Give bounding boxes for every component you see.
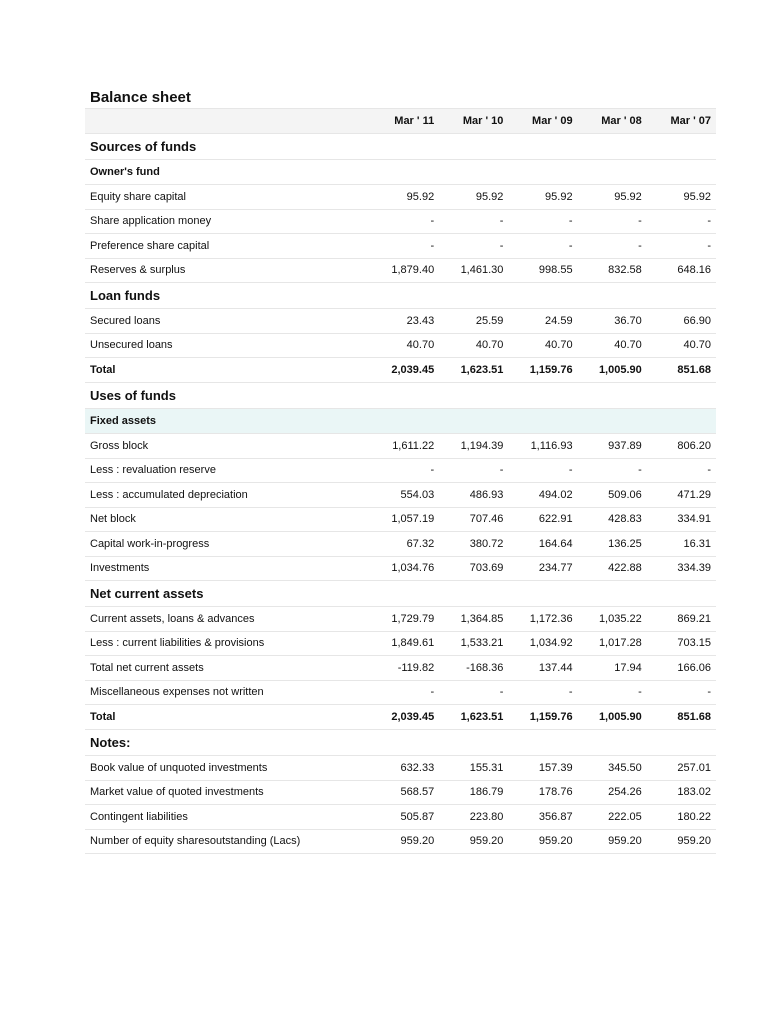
value-cell: 157.39 bbox=[508, 756, 577, 781]
value-cell: 1,035.22 bbox=[578, 607, 647, 632]
row-label: Unsecured loans bbox=[85, 333, 370, 358]
value-cell: 186.79 bbox=[439, 780, 508, 805]
row-label: Less : current liabilities & provisions bbox=[85, 631, 370, 656]
table-row bbox=[85, 258, 716, 283]
page-title: Balance sheet bbox=[90, 89, 191, 106]
row-label: Net block bbox=[85, 507, 370, 532]
table-row bbox=[85, 333, 716, 358]
value-cell: 1,533.21 bbox=[439, 631, 508, 656]
table-row bbox=[85, 631, 716, 656]
row-label: Miscellaneous expenses not written bbox=[85, 680, 370, 705]
value-cell: - bbox=[370, 209, 439, 234]
value-cell: 334.39 bbox=[647, 556, 716, 581]
table-row bbox=[85, 556, 716, 581]
section-title: Uses of funds bbox=[85, 383, 716, 409]
value-cell: 486.93 bbox=[439, 483, 508, 508]
value-cell: 137.44 bbox=[508, 656, 577, 681]
value-cell: 422.88 bbox=[578, 556, 647, 581]
row-label: Capital work-in-progress bbox=[85, 532, 370, 557]
value-cell: 509.06 bbox=[578, 483, 647, 508]
row-label: Investments bbox=[85, 556, 370, 581]
section-header-row bbox=[85, 283, 716, 309]
header-row bbox=[85, 109, 716, 134]
row-label: Book value of unquoted investments bbox=[85, 756, 370, 781]
value-cell: - bbox=[370, 458, 439, 483]
table-row bbox=[85, 483, 716, 508]
value-cell: 2,039.45 bbox=[370, 358, 439, 383]
value-cell: 1,364.85 bbox=[439, 607, 508, 632]
value-cell: 1,611.22 bbox=[370, 434, 439, 459]
value-cell: 707.46 bbox=[439, 507, 508, 532]
value-cell: 25.59 bbox=[439, 309, 508, 334]
value-cell: - bbox=[578, 234, 647, 259]
table-row bbox=[85, 656, 716, 681]
value-cell: 959.20 bbox=[370, 829, 439, 854]
value-cell: -168.36 bbox=[439, 656, 508, 681]
value-cell: 66.90 bbox=[647, 309, 716, 334]
value-cell: 40.70 bbox=[439, 333, 508, 358]
value-cell: 136.25 bbox=[578, 532, 647, 557]
value-cell: 703.69 bbox=[439, 556, 508, 581]
value-cell: 1,194.39 bbox=[439, 434, 508, 459]
value-cell: 851.68 bbox=[647, 705, 716, 730]
value-cell: 1,159.76 bbox=[508, 358, 577, 383]
value-cell: 334.91 bbox=[647, 507, 716, 532]
value-cell: 554.03 bbox=[370, 483, 439, 508]
value-cell: 380.72 bbox=[439, 532, 508, 557]
column-header: Mar ' 09 bbox=[508, 109, 577, 134]
section-header-row bbox=[85, 730, 716, 756]
value-cell: 1,116.93 bbox=[508, 434, 577, 459]
section-header-row bbox=[85, 581, 716, 607]
value-cell: 95.92 bbox=[647, 185, 716, 210]
value-cell: - bbox=[508, 458, 577, 483]
value-cell: 959.20 bbox=[578, 829, 647, 854]
table-row bbox=[85, 209, 716, 234]
value-cell: 998.55 bbox=[508, 258, 577, 283]
value-cell: 471.29 bbox=[647, 483, 716, 508]
row-label: Preference share capital bbox=[85, 234, 370, 259]
row-label: Gross block bbox=[85, 434, 370, 459]
column-header: Mar ' 07 bbox=[647, 109, 716, 134]
value-cell: 257.01 bbox=[647, 756, 716, 781]
value-cell: 505.87 bbox=[370, 805, 439, 830]
value-cell: 1,849.61 bbox=[370, 631, 439, 656]
column-header: Mar ' 08 bbox=[578, 109, 647, 134]
row-label: Total bbox=[85, 358, 370, 383]
row-label: Secured loans bbox=[85, 309, 370, 334]
value-cell: 1,057.19 bbox=[370, 507, 439, 532]
value-cell: - bbox=[508, 680, 577, 705]
row-label: Market value of quoted investments bbox=[85, 780, 370, 805]
value-cell: 1,623.51 bbox=[439, 358, 508, 383]
table-row bbox=[85, 680, 716, 705]
value-cell: - bbox=[508, 234, 577, 259]
column-header: Mar ' 11 bbox=[370, 109, 439, 134]
subsection-title: Owner's fund bbox=[85, 160, 716, 185]
value-cell: 1,172.36 bbox=[508, 607, 577, 632]
value-cell: 40.70 bbox=[370, 333, 439, 358]
value-cell: 24.59 bbox=[508, 309, 577, 334]
row-label: Number of equity sharesoutstanding (Lacs) bbox=[85, 829, 370, 854]
value-cell: - bbox=[578, 209, 647, 234]
value-cell: 40.70 bbox=[578, 333, 647, 358]
table-row bbox=[85, 532, 716, 557]
value-cell: 356.87 bbox=[508, 805, 577, 830]
row-label: Share application money bbox=[85, 209, 370, 234]
row-label: Current assets, loans & advances bbox=[85, 607, 370, 632]
value-cell: 832.58 bbox=[578, 258, 647, 283]
table-row bbox=[85, 309, 716, 334]
value-cell: 1,017.28 bbox=[578, 631, 647, 656]
value-cell: 1,623.51 bbox=[439, 705, 508, 730]
value-cell: 223.80 bbox=[439, 805, 508, 830]
value-cell: -119.82 bbox=[370, 656, 439, 681]
value-cell: 178.76 bbox=[508, 780, 577, 805]
value-cell: 180.22 bbox=[647, 805, 716, 830]
value-cell: - bbox=[647, 458, 716, 483]
table-row bbox=[85, 458, 716, 483]
value-cell: 1,034.76 bbox=[370, 556, 439, 581]
row-label: Reserves & surplus bbox=[85, 258, 370, 283]
balance-sheet-table bbox=[85, 108, 716, 854]
value-cell: 95.92 bbox=[578, 185, 647, 210]
value-cell: - bbox=[647, 680, 716, 705]
header-label-cell bbox=[85, 109, 370, 134]
value-cell: 1,034.92 bbox=[508, 631, 577, 656]
value-cell: - bbox=[647, 234, 716, 259]
value-cell: - bbox=[439, 458, 508, 483]
row-label: Equity share capital bbox=[85, 185, 370, 210]
value-cell: - bbox=[439, 209, 508, 234]
table-row bbox=[85, 805, 716, 830]
value-cell: 959.20 bbox=[508, 829, 577, 854]
value-cell: 703.15 bbox=[647, 631, 716, 656]
value-cell: 164.64 bbox=[508, 532, 577, 557]
value-cell: - bbox=[370, 680, 439, 705]
value-cell: 1,879.40 bbox=[370, 258, 439, 283]
value-cell: 222.05 bbox=[578, 805, 647, 830]
total-row bbox=[85, 358, 716, 383]
value-cell: 155.31 bbox=[439, 756, 508, 781]
table-row bbox=[85, 434, 716, 459]
row-label: Less : accumulated depreciation bbox=[85, 483, 370, 508]
value-cell: 345.50 bbox=[578, 756, 647, 781]
table-row bbox=[85, 780, 716, 805]
value-cell: - bbox=[578, 680, 647, 705]
value-cell: 806.20 bbox=[647, 434, 716, 459]
value-cell: 17.94 bbox=[578, 656, 647, 681]
row-label: Total net current assets bbox=[85, 656, 370, 681]
value-cell: - bbox=[578, 458, 647, 483]
section-header-row bbox=[85, 383, 716, 409]
row-label: Contingent liabilities bbox=[85, 805, 370, 830]
value-cell: 166.06 bbox=[647, 656, 716, 681]
value-cell: 959.20 bbox=[439, 829, 508, 854]
value-cell: 959.20 bbox=[647, 829, 716, 854]
value-cell: 494.02 bbox=[508, 483, 577, 508]
row-label: Total bbox=[85, 705, 370, 730]
value-cell: 937.89 bbox=[578, 434, 647, 459]
value-cell: - bbox=[439, 680, 508, 705]
value-cell: 40.70 bbox=[647, 333, 716, 358]
value-cell: 2,039.45 bbox=[370, 705, 439, 730]
value-cell: 622.91 bbox=[508, 507, 577, 532]
value-cell: 67.32 bbox=[370, 532, 439, 557]
section-title: Notes: bbox=[85, 730, 716, 756]
value-cell: 1,159.76 bbox=[508, 705, 577, 730]
value-cell: 1,729.79 bbox=[370, 607, 439, 632]
balance-sheet bbox=[85, 88, 716, 854]
section-title: Loan funds bbox=[85, 283, 716, 309]
value-cell: 648.16 bbox=[647, 258, 716, 283]
value-cell: - bbox=[508, 209, 577, 234]
section-title: Net current assets bbox=[85, 581, 716, 607]
value-cell: 1,005.90 bbox=[578, 358, 647, 383]
value-cell: 40.70 bbox=[508, 333, 577, 358]
value-cell: 1,005.90 bbox=[578, 705, 647, 730]
value-cell: 23.43 bbox=[370, 309, 439, 334]
value-cell: 869.21 bbox=[647, 607, 716, 632]
subsection-header-row bbox=[85, 409, 716, 434]
table-row bbox=[85, 507, 716, 532]
value-cell: - bbox=[370, 234, 439, 259]
value-cell: 568.57 bbox=[370, 780, 439, 805]
value-cell: 632.33 bbox=[370, 756, 439, 781]
value-cell: 95.92 bbox=[439, 185, 508, 210]
value-cell: 16.31 bbox=[647, 532, 716, 557]
table-row bbox=[85, 185, 716, 210]
value-cell: - bbox=[647, 209, 716, 234]
table-row bbox=[85, 607, 716, 632]
column-header: Mar ' 10 bbox=[439, 109, 508, 134]
section-title: Sources of funds bbox=[85, 134, 716, 160]
table-row bbox=[85, 829, 716, 854]
section-header-row bbox=[85, 134, 716, 160]
value-cell: 95.92 bbox=[508, 185, 577, 210]
subsection-title: Fixed assets bbox=[85, 409, 716, 434]
value-cell: 1,461.30 bbox=[439, 258, 508, 283]
value-cell: 234.77 bbox=[508, 556, 577, 581]
table-row bbox=[85, 234, 716, 259]
total-row bbox=[85, 705, 716, 730]
value-cell: 36.70 bbox=[578, 309, 647, 334]
value-cell: 428.83 bbox=[578, 507, 647, 532]
value-cell: 183.02 bbox=[647, 780, 716, 805]
subsection-header-row bbox=[85, 160, 716, 185]
value-cell: 95.92 bbox=[370, 185, 439, 210]
value-cell: 851.68 bbox=[647, 358, 716, 383]
value-cell: - bbox=[439, 234, 508, 259]
table-row bbox=[85, 756, 716, 781]
value-cell: 254.26 bbox=[578, 780, 647, 805]
row-label: Less : revaluation reserve bbox=[85, 458, 370, 483]
